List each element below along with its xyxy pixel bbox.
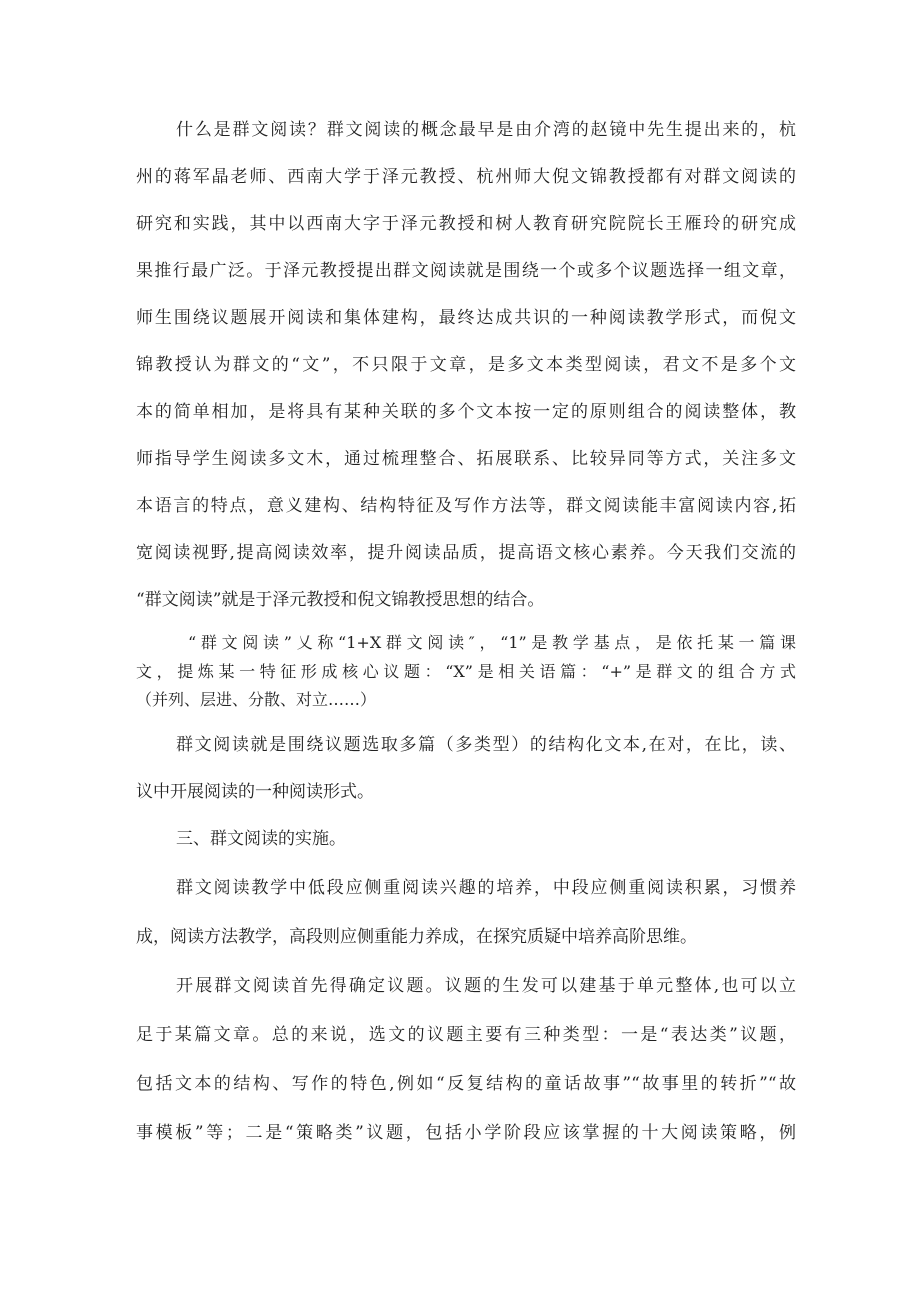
paragraph-1-line-4: 果推行最广泛。于泽元教授提出群文阅读就是围绕一个或多个议题选择一组文章， (136, 261, 796, 281)
paragraph-1-line-8: 师指导学生阅读多文木，通过梳理整合、拓展联系、比较异同等方式，关注多文 (136, 449, 796, 469)
section-heading: 三、群文阅读的实施。 (176, 829, 346, 849)
paragraph-2-line-2: 文，提炼某一特征形成核心议题：“X”是相关语篇：“+”是群文的组合方式 (136, 662, 796, 681)
paragraph-1-line-11: “群文阅读”就是于泽元教授和倪文锦教授思想的结合。 (136, 590, 545, 610)
paragraph-4-line-1: 群文阅读教学中低段应侧重阅读兴趣的培养，中段应侧重阅读积累，习惯养 (176, 878, 796, 898)
paragraph-3-line-2: 议中开展阅读的一种阅读形式。 (136, 782, 374, 802)
paragraph-1-line-9: 本语言的特点，意义建构、结构特征及写作方法等，群文阅读能丰富阅读内容,拓 (136, 496, 796, 516)
paragraph-1-line-6: 锦教授认为群文的“文”，不只限于文章，是多文本类型阅读，君文不是多个文 (136, 355, 796, 375)
paragraph-1-line-2: 州的蒋军晶老师、西南大学于泽元教授、杭州师大倪文锦教授都有对群文阅读的 (136, 167, 796, 187)
paragraph-5-line-2: 足于某篇文章。总的来说，选文的议题主要有三种类型：一是“表达类”议题， (136, 1025, 796, 1045)
paragraph-1-line-5: 师生围绕议题展开阅读和集体建构，最终达成共识的一种阅读教学形式，而倪文 (136, 308, 796, 328)
paragraph-1-line-1: 什么是群文阅读？群文阅读的概念最早是由介湾的赵镜中先生提出来的，杭 (176, 120, 796, 140)
paragraph-1-line-7: 本的简单相加，是将具有某种关联的多个文本按一定的原则组合的阅读整体，教 (136, 402, 796, 422)
paragraph-1-line-10: 宽阅读视野,提高阅读效率，提升阅读品质，提高语文核心素养。今天我们交流的 (136, 543, 796, 563)
paragraph-3-line-1: 群文阅读就是围绕议题选取多篇（多类型）的结构化文本,在对，在比，读、 (176, 735, 796, 755)
paragraph-4-line-2: 成，阅读方法教学，高段则应侧重能力养成，在探究质疑中培养高阶思维。 (136, 927, 697, 947)
paragraph-2-line-3: （并列、层进、分散、对立……） (136, 690, 377, 709)
paragraph-1-line-3: 研究和实践，其中以西南大字于泽元教授和树人教育研究院院长王雁玲的研究成 (136, 214, 796, 234)
paragraph-5-line-1: 开展群文阅读首先得确定议题。议题的生发可以建基于单元整体,也可以立 (176, 976, 796, 996)
paragraph-5-line-4: 事模板”等；二是“策略类”议题，包括小学阶段应该掌握的十大阅读策略，例 (136, 1123, 796, 1143)
paragraph-2-line-1: “群文阅读”乂称“1+X群文阅读″，“1”是教学基点，是依托某一篇课 (188, 633, 796, 652)
paragraph-5-line-3: 包括文本的结构、写作的特色,例如“反复结构的童话故事”“故事里的转折”“故 (136, 1074, 796, 1094)
